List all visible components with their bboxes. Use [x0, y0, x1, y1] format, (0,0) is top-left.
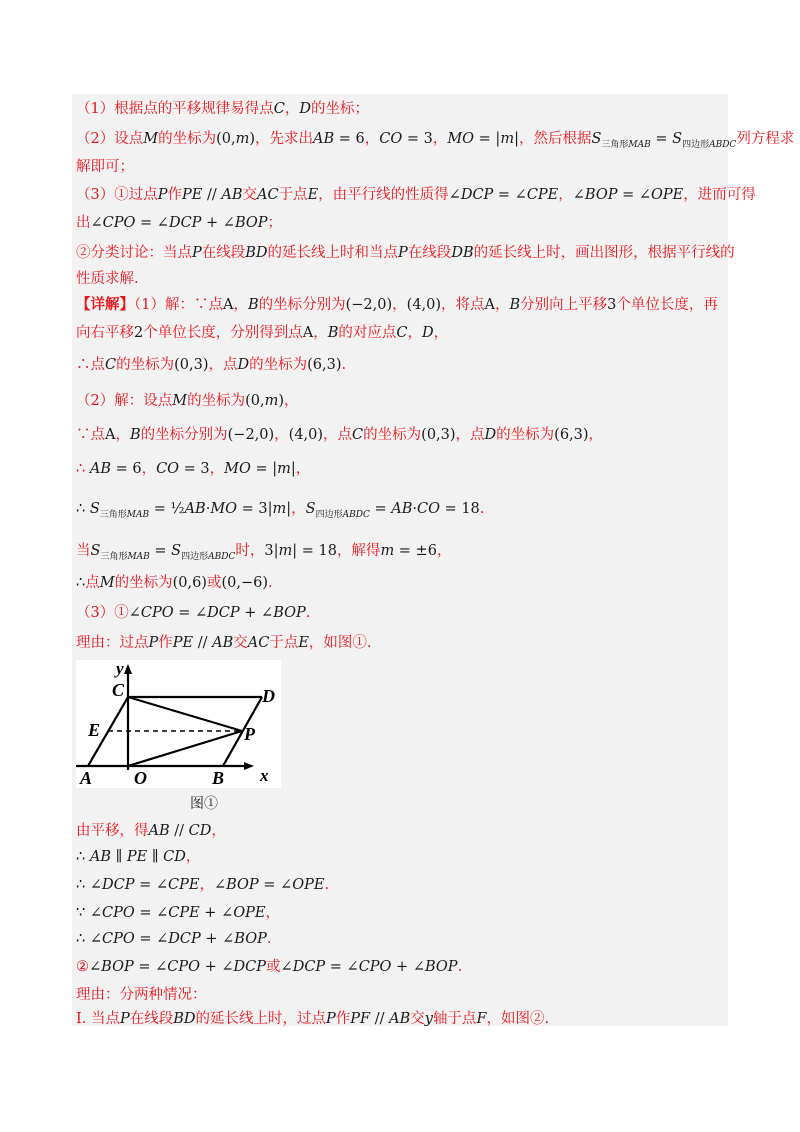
- label-c: C: [112, 680, 125, 700]
- label-e: E: [88, 720, 101, 740]
- text-line-14: ∴ $S_{三角形MAB}$ = ½AB·MO = 3|m|，$S_{四边形ABDC} = AB\cdot CO = 18$.: [76, 501, 485, 520]
- text-line-7: 性质求解.: [76, 271, 139, 287]
- text-line-24: ②∠BOP = ∠CPO + ∠DCP或∠DCP = ∠CPO + ∠BOP.: [76, 959, 463, 975]
- label-o: O: [134, 768, 147, 788]
- label-a: A: [80, 768, 93, 788]
- text-line-20: ∴ AB ∥ PE ∥ CD，: [76, 849, 201, 865]
- text-line-19: 由平移，得AB // CD，: [76, 823, 226, 839]
- text-line-18: 理由：过点P作PE // AB交AC于点E，如图①.: [76, 635, 372, 651]
- text-line-26: Ⅰ. 当点P在线段BD的延长线上时，过点P作PF // AB交y轴于点F，如图②.: [76, 1011, 550, 1027]
- text-line-4: （3）①过点P作PE // AB交AC于点E，由平行线的性质得∠DCP = ∠CPE，∠BOP = ∠OPE，进而可得: [76, 187, 756, 203]
- text-line-3: 解即可；: [76, 159, 134, 175]
- text-line-5: 出∠CPO = ∠DCP + ∠BOP；: [76, 215, 283, 231]
- x-axis-arrow: [244, 762, 254, 770]
- text-line-12: ∵点A，B的坐标分别为(−2,0)，(4,0)，点C的坐标为(0,3)，点D的坐标为(6,3)，: [76, 427, 604, 443]
- label-p: P: [244, 724, 255, 744]
- text-line-22: ∵ ∠CPO = ∠CPE + ∠OPE，: [76, 905, 280, 921]
- label-x: x: [260, 766, 269, 785]
- text-line-17: （3）①∠CPO = ∠DCP + ∠BOP.: [76, 605, 311, 621]
- figure-svg: [76, 660, 281, 788]
- text-line-8: 【详解】（1）解：∵点A，B的坐标分别为(−2,0)，(4,0)，将点A，B分别向上平移3个单位长度，再: [76, 296, 718, 313]
- text-line-9: 向右平移2个单位长度，分别得到点A，B的对应点C，D，: [76, 325, 449, 341]
- text-line-13: ∴ AB = 6，CO = 3，MO = |m|，: [76, 461, 311, 477]
- text-line-1: （1）根据点的平移规律易得点C，D的坐标；: [76, 101, 369, 117]
- label-b: B: [212, 768, 225, 788]
- text-line-10: ∴点C的坐标为(0,3)，点D的坐标为(6,3).: [76, 357, 347, 373]
- text-line-21: ∴ ∠DCP = ∠CPE，∠BOP = ∠OPE.: [76, 877, 330, 893]
- text-line-11: （2）解：设点M的坐标为(0,m)，: [76, 393, 299, 409]
- y-axis-arrow: [124, 664, 132, 674]
- label-y: y: [116, 660, 124, 678]
- label-d: D: [262, 686, 275, 706]
- text-line-25: 理由：分两种情况：: [76, 987, 207, 1003]
- figure-caption: 图①: [190, 796, 218, 812]
- segment-cp: [128, 697, 242, 731]
- geometry-figure: [76, 660, 281, 788]
- text-line-23: ∴ ∠CPO = ∠DCP + ∠BOP.: [76, 931, 272, 947]
- text-line-2: （2）设点M的坐标为(0,m)，先求出AB = 6，CO = 3，MO = |m|，然后根据$S_{三角形MAB} = S_{四边形ABDC}$列方程求: [76, 131, 795, 150]
- text-line-16: ∴点M的坐标为(0,6)或(0,−6).: [76, 575, 273, 591]
- text-line-15: 当$S_{三角形MAB} = S_{四边形ABDC}$时，3|m| = 18，解得m = ±6，: [76, 543, 452, 562]
- text-line-6: ②分类讨论：当点P在线段BD的延长线上时和当点P在线段DB的延长线上时，画出图形，根据平行线的: [76, 245, 735, 261]
